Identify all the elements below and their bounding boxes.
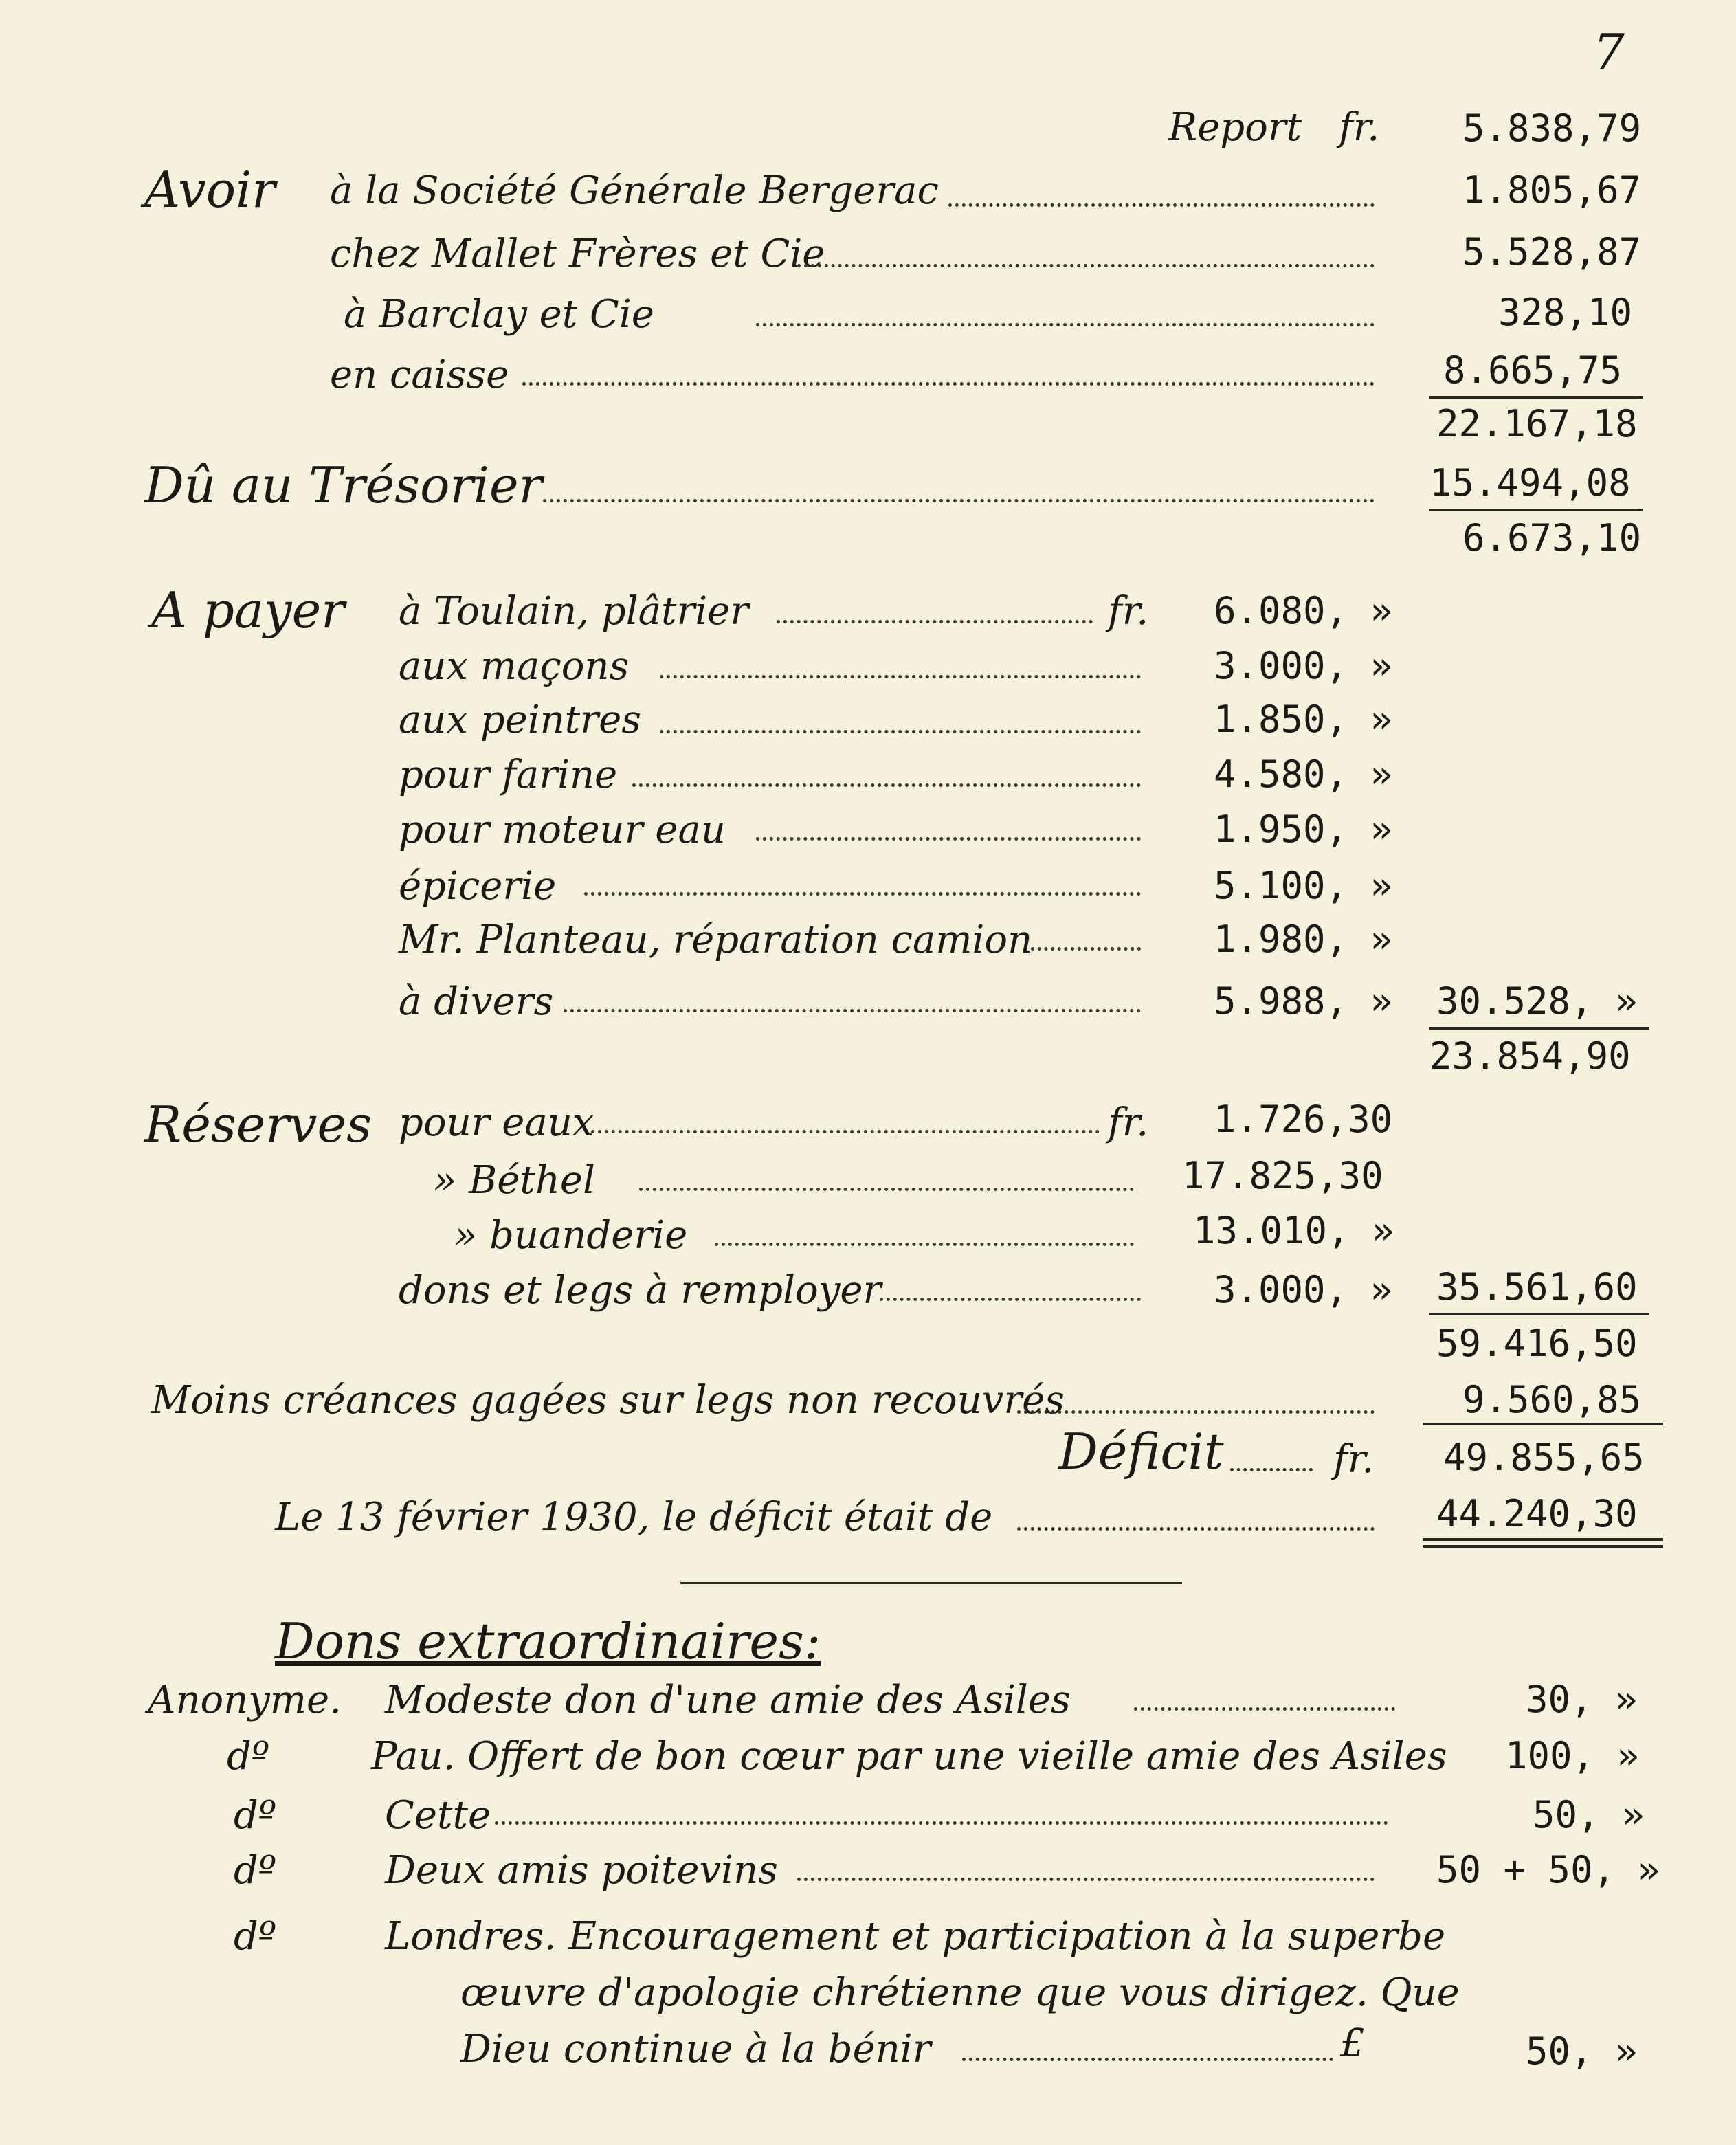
leader-dots — [777, 620, 1093, 623]
don-5-text: Londres. Encouragement et participation à la superbe — [385, 1914, 1446, 1959]
avoir-line-4-amount: 8.665,75 — [1443, 348, 1623, 392]
a-payer-label: A payer — [151, 581, 345, 639]
a-payer-line-3-amount: 1.850, » — [1214, 698, 1393, 741]
leader-dots — [584, 892, 1141, 896]
a-payer-line-5-amount: 1.950, » — [1214, 808, 1393, 851]
reserves-line-3-text: » buanderie — [454, 1213, 688, 1258]
dons-heading: Dons extraordinaires: — [275, 1612, 821, 1670]
leader-dots — [962, 2058, 1333, 2061]
don-4-text: Deux amis poitevins — [385, 1848, 778, 1893]
a-payer-line-1-text: à Toulain, plâtrier — [399, 589, 749, 634]
sum-rule — [1429, 396, 1643, 399]
reserves-line-4-text: dons et legs à remployer — [399, 1268, 882, 1313]
don-5-line-3: Dieu continue à la bénir — [460, 2027, 931, 2071]
deficit-label: Déficit — [1058, 1423, 1224, 1480]
leader-dots — [564, 1009, 1141, 1012]
a-payer-line-8-amount: 5.988, » — [1214, 979, 1393, 1023]
a-payer-line-6-text: épicerie — [399, 864, 557, 909]
sum-rule — [1429, 1027, 1649, 1030]
don-3-amount: 50, » — [1533, 1793, 1645, 1836]
don-3-text: Cette — [385, 1793, 491, 1838]
deficit-unit: fr. — [1333, 1437, 1375, 1482]
don-2-amount: 100, » — [1505, 1734, 1640, 1777]
reserves-label: Réserves — [144, 1096, 372, 1153]
reserves-line-4-amount: 3.000, » — [1214, 1268, 1393, 1311]
leader-dots — [543, 499, 1375, 502]
a-payer-line-3-text: aux peintres — [399, 698, 641, 742]
leader-dots — [639, 1188, 1134, 1191]
report-label: Report — [1168, 105, 1302, 150]
a-payer-unit: fr. — [1108, 589, 1149, 634]
moins-amount: 9.560,85 — [1462, 1378, 1642, 1421]
don-1-who: Anonyme. — [148, 1678, 342, 1722]
leader-dots — [1031, 947, 1141, 951]
leader-dots — [880, 1298, 1141, 1301]
report-amount: 5.838,79 — [1462, 107, 1642, 150]
avoir-line-2-amount: 5.528,87 — [1462, 230, 1642, 274]
du-tresorier-result: 6.673,10 — [1462, 516, 1642, 559]
sum-rule — [1423, 1423, 1663, 1425]
avoir-total: 22.167,18 — [1436, 402, 1638, 445]
leader-dots — [522, 382, 1375, 386]
leader-dots — [660, 675, 1141, 678]
leader-dots — [660, 730, 1141, 733]
a-payer-line-4-amount: 4.580, » — [1214, 753, 1393, 796]
fevrier-amount: 44.240,30 — [1436, 1492, 1638, 1535]
a-payer-line-7-text: Mr. Planteau, réparation camion — [399, 918, 1033, 962]
double-rule — [1423, 1538, 1663, 1541]
deficit-amount: 49.855,65 — [1443, 1436, 1645, 1479]
leader-dots — [715, 1243, 1134, 1246]
a-payer-line-5-text: pour moteur eau — [399, 808, 726, 852]
avoir-label: Avoir — [144, 161, 276, 219]
leader-dots — [1017, 1410, 1375, 1414]
reserves-unit: fr. — [1108, 1100, 1149, 1145]
avoir-line-3-amount: 328,10 — [1498, 291, 1633, 334]
a-payer-line-1-amount: 6.080, » — [1214, 589, 1393, 632]
reserves-line-1-text: pour eaux — [399, 1100, 594, 1145]
avoir-line-2-text: chez Mallet Frères et Cie — [330, 232, 825, 276]
don-2-who: dº — [227, 1734, 270, 1779]
leader-dots — [632, 783, 1141, 787]
don-1-text: Modeste don d'une amie des Asiles — [385, 1678, 1071, 1722]
leader-dots — [591, 1130, 1100, 1133]
avoir-line-1-amount: 1.805,67 — [1462, 168, 1642, 212]
avoir-line-4-text: en caisse — [330, 353, 509, 397]
leader-dots — [948, 203, 1375, 207]
leader-dots — [756, 837, 1141, 841]
double-rule — [1423, 1545, 1663, 1548]
a-payer-line-2-text: aux maçons — [399, 644, 630, 689]
a-payer-line-4-text: pour farine — [399, 753, 618, 797]
don-1-amount: 30, » — [1526, 1678, 1638, 1721]
page-number: 7 — [1593, 23, 1625, 81]
a-payer-line-8-text: à divers — [399, 979, 554, 1024]
leader-dots — [1230, 1468, 1313, 1471]
don-5-amount: 50, » — [1526, 2030, 1638, 2073]
don-5-unit: £ — [1340, 2021, 1365, 2066]
du-tresorier-amount: 15.494,08 — [1429, 461, 1631, 504]
a-payer-line-6-amount: 5.100, » — [1214, 864, 1393, 907]
reserves-result: 59.416,50 — [1436, 1322, 1638, 1365]
a-payer-line-2-amount: 3.000, » — [1214, 644, 1393, 687]
don-2-text: Pau. Offert de bon cœur par une vieille amie des Asiles — [371, 1734, 1447, 1779]
avoir-line-1-text: à la Société Générale Bergerac — [330, 168, 939, 213]
du-tresorier-label: Dû au Trésorier — [144, 456, 542, 514]
don-4-amount: 50 + 50, » — [1436, 1848, 1660, 1891]
leader-dots — [756, 323, 1375, 326]
don-3-who: dº — [234, 1793, 277, 1838]
avoir-line-3-text: à Barclay et Cie — [344, 292, 654, 337]
reserves-line-2-amount: 17.825,30 — [1182, 1154, 1383, 1197]
a-payer-line-7-amount: 1.980, » — [1214, 918, 1393, 961]
reserves-line-1-amount: 1.726,30 — [1214, 1098, 1393, 1141]
sum-rule — [1429, 509, 1643, 511]
sum-rule — [1429, 1313, 1649, 1315]
fevrier-text: Le 13 février 1930, le déficit était de — [275, 1495, 993, 1540]
report-unit: fr. — [1339, 105, 1380, 150]
don-5-line-2: œuvre d'apologie chrétienne que vous dirigez. Que — [460, 1970, 1460, 2015]
a-payer-total: 30.528, » — [1436, 979, 1638, 1023]
leader-dots — [495, 1821, 1388, 1825]
leader-dots — [1017, 1527, 1375, 1531]
reserves-line-3-amount: 13.010, » — [1193, 1209, 1394, 1252]
don-4-who: dº — [234, 1848, 277, 1893]
moins-text: Moins créances gagées sur legs non recouvrés — [151, 1378, 1065, 1423]
reserves-total: 35.561,60 — [1436, 1265, 1638, 1309]
don-5-who: dº — [234, 1914, 277, 1959]
reserves-line-2-text: » Béthel — [433, 1158, 595, 1203]
leader-dots — [797, 264, 1375, 267]
leader-dots — [1134, 1707, 1395, 1711]
leader-dots — [797, 1878, 1375, 1881]
a-payer-result: 23.854,90 — [1429, 1034, 1631, 1078]
section-separator — [680, 1582, 1182, 1584]
